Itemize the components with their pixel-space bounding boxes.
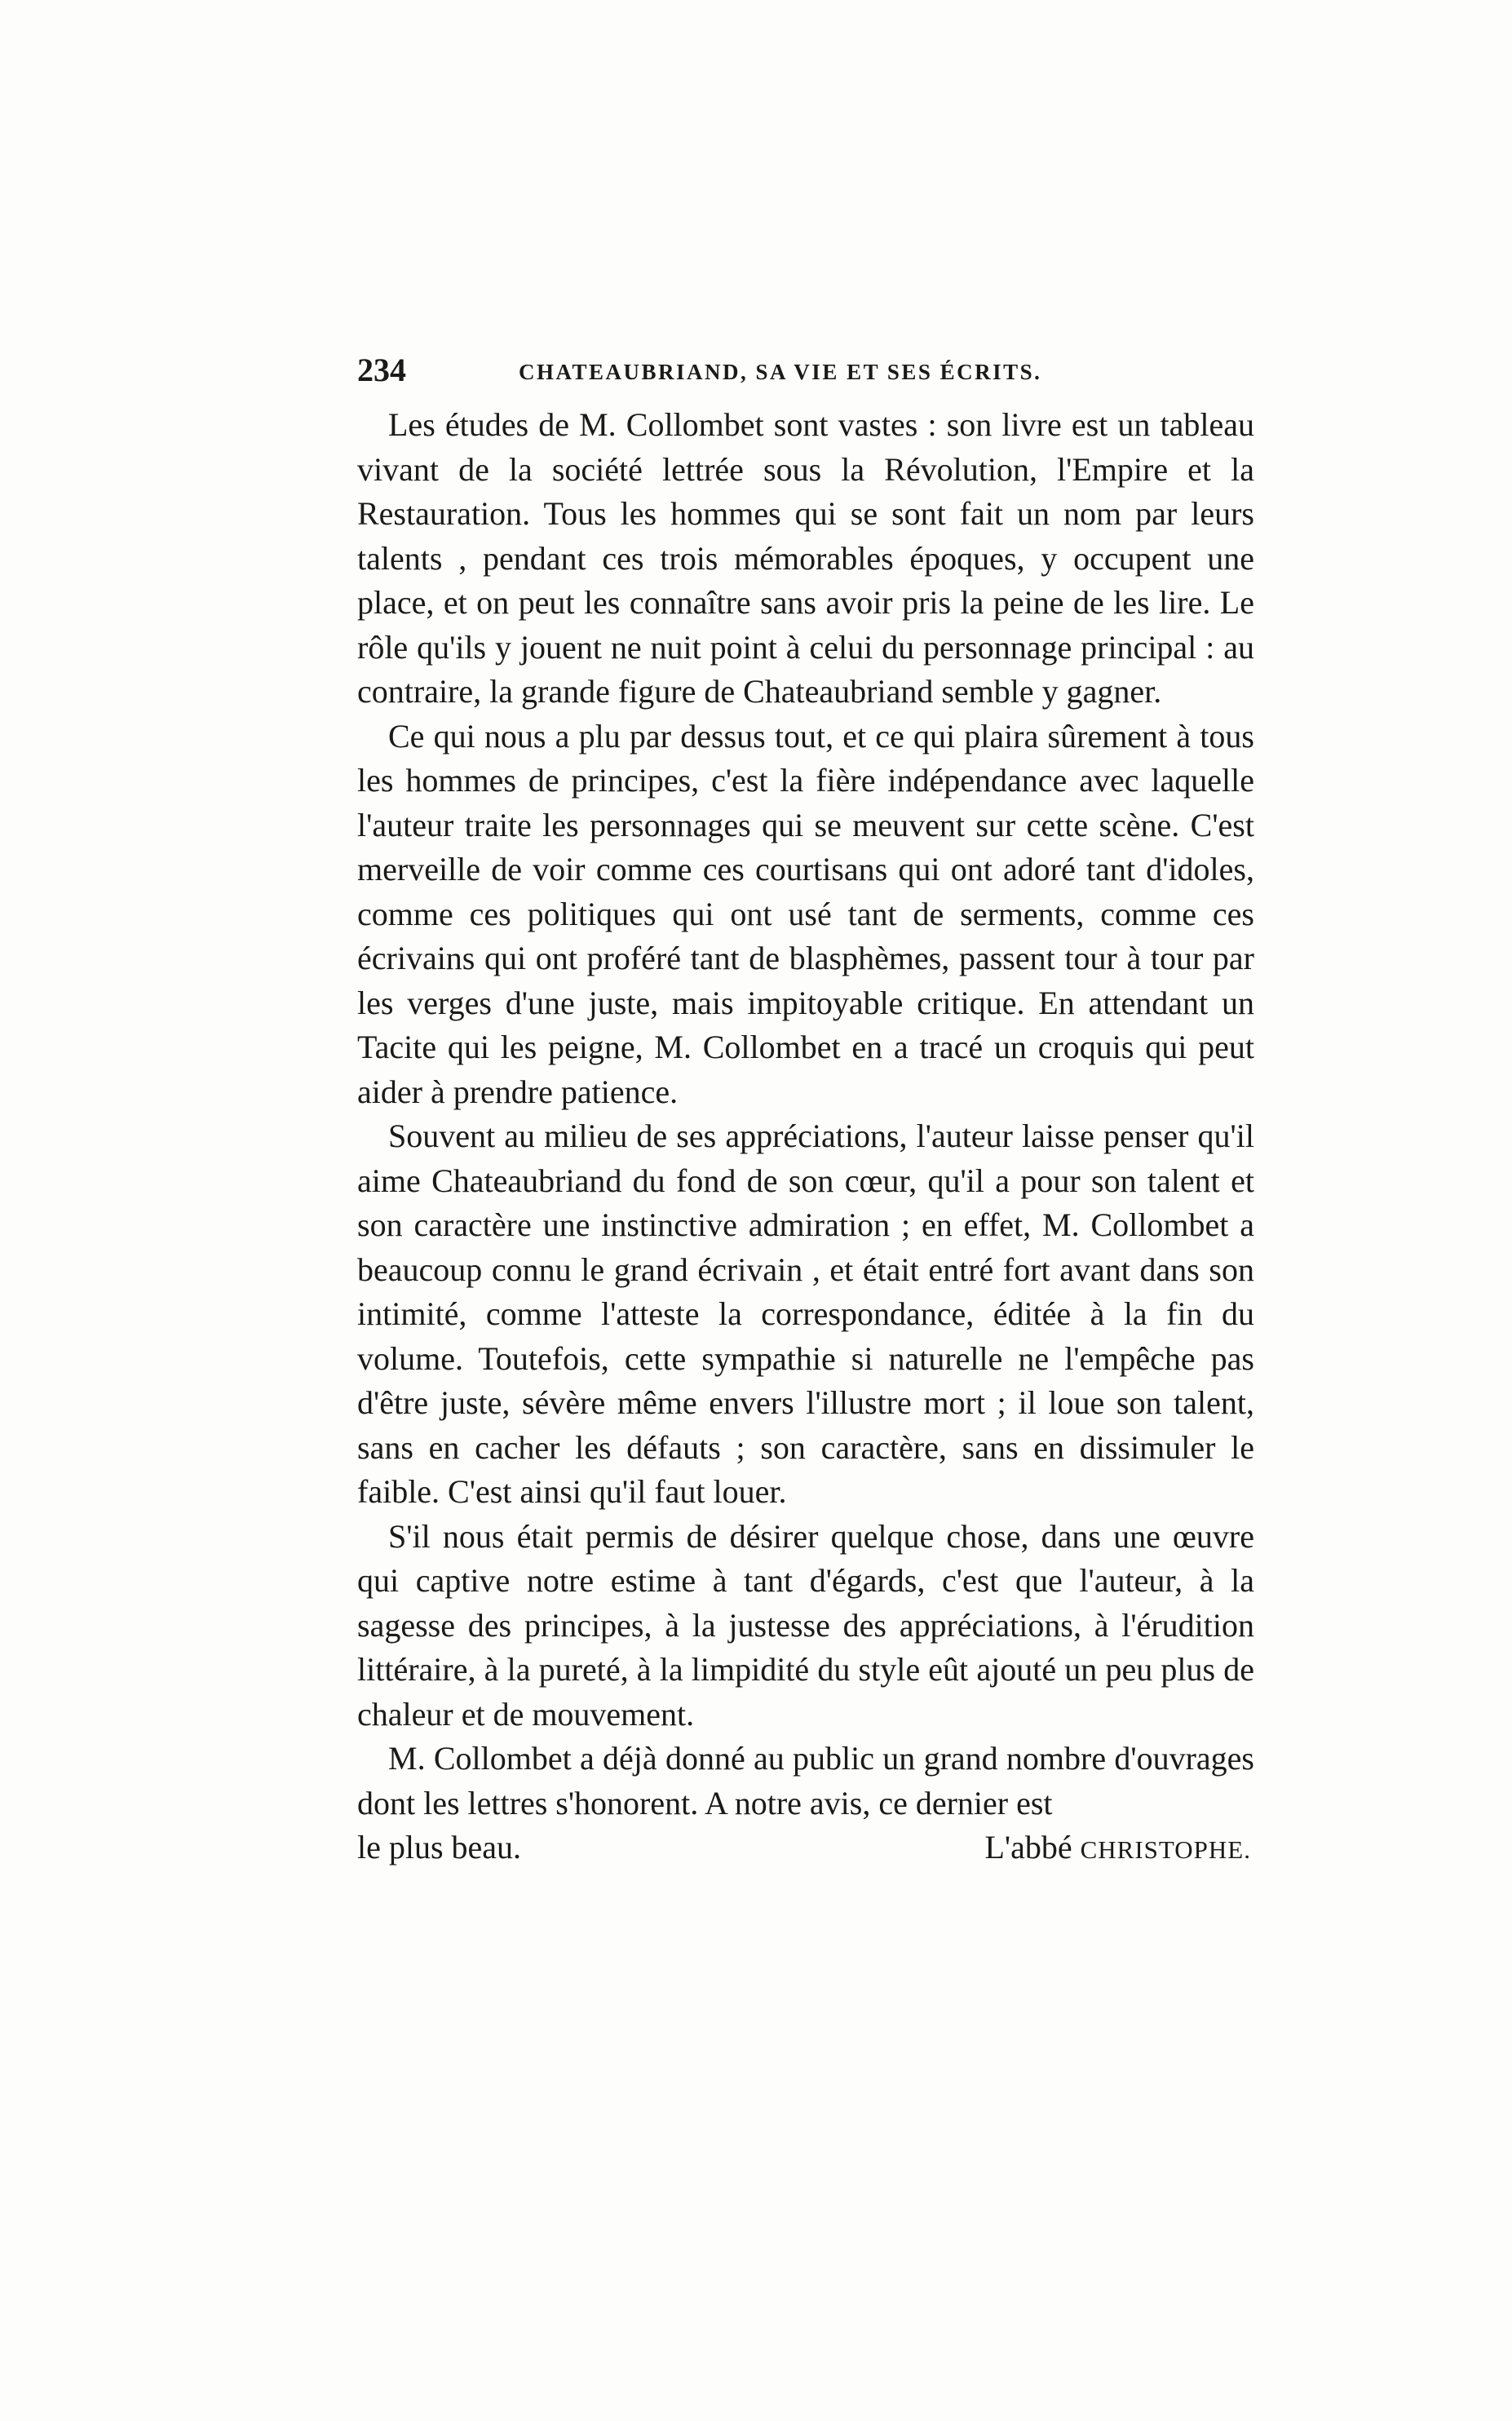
running-title: CHATEAUBRIAND, SA VIE ET SES ÉCRITS.	[519, 360, 1042, 384]
paragraph: Souvent au milieu de ses appréciations, l'auteur laisse penser qu'il aime Chateaubriand du fond de son cœur, qu'il a pour son talent et son caractère une instinctive admiration ; en effet, M. Collombet a beaucoup connu le grand écrivain , et était entré fort avant dans son intimité, comme l'atteste la correspondance, éditée à la fin du volume. Toutefois, cette sympathie si naturelle ne l'empêche pas d'être juste, sévère même envers l'illustre mort ; il loue son talent, sans en cacher les défauts ; son caractère, sans en dissimuler le faible. C'est ainsi qu'il faut louer.	[357, 1118, 1254, 1510]
running-head	[357, 352, 1254, 388]
paragraph: M. Collombet a déjà donné au public un grand nombre d'ouvrages dont les lettres s'honorent. A notre avis, ce dernier est	[357, 1740, 1254, 1821]
signature-prefix: L'abbé	[984, 1829, 1081, 1866]
paragraph: Les études de M. Collombet sont vastes : son livre est un tableau vivant de la société lettrée sous la Révolution, l'Empire et la Restauration. Tous les hommes qui se sont fait un nom par leurs talents , pendant ces trois mémorables époques, y occupent une place, et on peut les connaître sans avoir pris la peine de les lire. Le rôle qu'ils y jouent ne nuit point à celui du personnage principal : au contraire, la grande figure de Chateaubriand semble y gagner.	[357, 406, 1254, 710]
closing-words: le plus beau.	[357, 1829, 522, 1866]
closing-line	[357, 1826, 1254, 1873]
page-number: 234	[357, 352, 406, 388]
paragraph: S'il nous était permis de désirer quelque chose, dans une œuvre qui captive notre estime à tant d'égards, c'est que l'auteur, à la sagesse des principes, à la justesse des appréciations, à l'érudition littéraire, à la pureté, à la limpidité du style eût ajouté un peu plus de chaleur et de mouvement.	[357, 1517, 1254, 1733]
signature	[984, 1826, 1254, 1873]
body-text	[357, 403, 1254, 1873]
signature-name: CHRISTOPHE.	[1080, 1835, 1251, 1864]
paragraph: Ce qui nous a plu par dessus tout, et ce qui plaira sûrement à tous les hommes de principes, c'est la fière indépendance avec laquelle l'auteur traite les personnages qui se meuvent sur cette scène. C'est merveille de voir comme ces courtisans qui ont adoré tant d'idoles, comme ces politiques qui ont usé tant de serments, comme ces écrivains qui ont proféré tant de blasphèmes, passent tour à tour par les verges d'une juste, mais impitoyable critique. En attendant un Tacite qui les peigne, M. Collombet en a tracé un croquis qui peut aider à prendre patience.	[357, 717, 1254, 1110]
